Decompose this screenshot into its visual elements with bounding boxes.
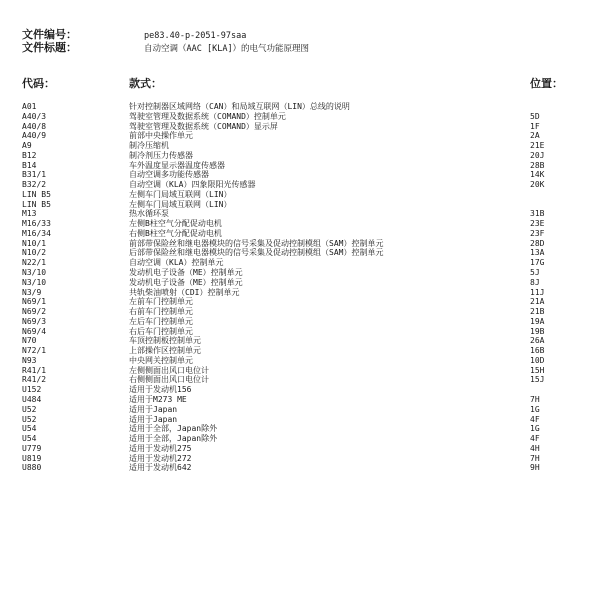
row-position: 23F bbox=[530, 228, 545, 238]
row-code: A40/3 bbox=[22, 111, 47, 121]
row-position: 15J bbox=[530, 375, 545, 385]
row-code: B32/2 bbox=[22, 180, 47, 190]
table-row bbox=[0, 180, 601, 190]
doc-title-row bbox=[22, 41, 309, 55]
row-position: 28B bbox=[530, 160, 545, 170]
row-position: 10D bbox=[530, 355, 545, 365]
row-position: 11J bbox=[530, 287, 545, 297]
row-code: LIN B5 bbox=[22, 199, 51, 209]
table-row bbox=[0, 297, 601, 307]
row-description: 发动机电子设备（ME）控制单元 bbox=[129, 268, 243, 278]
row-description: 中央网关控制单元 bbox=[129, 355, 193, 365]
doc-title-label: 文件标题： bbox=[22, 41, 77, 54]
table-row bbox=[0, 122, 601, 132]
table-row bbox=[0, 141, 601, 151]
table-row bbox=[0, 268, 601, 278]
table-row bbox=[0, 131, 601, 141]
row-code: LIN B5 bbox=[22, 189, 51, 199]
table-row bbox=[0, 395, 601, 405]
row-code: N69/3 bbox=[22, 316, 47, 326]
table-row bbox=[0, 170, 601, 180]
row-position: 4H bbox=[530, 443, 540, 453]
row-position: 1G bbox=[530, 404, 540, 414]
row-code: R41/1 bbox=[22, 365, 47, 375]
row-position: 26A bbox=[530, 336, 545, 346]
table-row bbox=[0, 336, 601, 346]
table-row bbox=[0, 424, 601, 434]
row-position: 2A bbox=[530, 131, 540, 141]
row-description: 适用于Japan bbox=[129, 414, 178, 424]
row-code: U484 bbox=[22, 394, 42, 404]
row-description: 左侧车门局域互联网（LIN） bbox=[129, 189, 232, 199]
row-code: N69/4 bbox=[22, 326, 47, 336]
row-position: 21A bbox=[530, 297, 545, 307]
row-code: B14 bbox=[22, 160, 37, 170]
row-description: 共轨柴油喷射（CDI）控制单元 bbox=[129, 287, 240, 297]
table-row bbox=[0, 219, 601, 229]
row-description: 发动机电子设备（ME）控制单元 bbox=[129, 277, 243, 287]
table-row bbox=[0, 356, 601, 366]
row-description: 驾驶室管理及数据系统（COMAND）显示屏 bbox=[129, 121, 278, 131]
row-description: 热水循环泵 bbox=[129, 209, 169, 219]
table-row bbox=[0, 444, 601, 454]
row-description: 自动空调多功能传感器 bbox=[129, 170, 209, 180]
row-position: 15H bbox=[530, 365, 545, 375]
row-description: 自动空调（KLA）四象限阳光传感器 bbox=[129, 180, 256, 190]
row-position: 21B bbox=[530, 307, 545, 317]
row-code: N22/1 bbox=[22, 258, 47, 268]
row-code: N72/1 bbox=[22, 346, 47, 356]
row-position: 21E bbox=[530, 141, 545, 151]
row-code: M16/34 bbox=[22, 228, 51, 238]
row-description: 车外温度显示器温度传感器 bbox=[129, 160, 225, 170]
row-description: 适用于发动机272 bbox=[129, 453, 192, 463]
row-code: N10/2 bbox=[22, 248, 47, 258]
row-description: 左侧B柱空气分配促动电机 bbox=[129, 219, 222, 229]
row-description: 右侧侧面出风口电位计 bbox=[129, 375, 209, 385]
row-description: 适用于发动机275 bbox=[129, 443, 192, 453]
table-row bbox=[0, 454, 601, 464]
row-code: U779 bbox=[22, 443, 42, 453]
table-row bbox=[0, 200, 601, 210]
row-description: 适用于M273 ME bbox=[129, 394, 187, 404]
row-description: 制冷压缩机 bbox=[129, 141, 169, 151]
row-code: B31/1 bbox=[22, 170, 47, 180]
table-row bbox=[0, 190, 601, 200]
row-description: 适用于发动机156 bbox=[129, 385, 192, 395]
row-description: 左侧侧面出风口电位计 bbox=[129, 365, 209, 375]
table-row bbox=[0, 405, 601, 415]
row-code: N70 bbox=[22, 336, 37, 346]
row-position: 16B bbox=[530, 346, 545, 356]
row-position: 13A bbox=[530, 248, 545, 258]
column-header-code: 代码： bbox=[22, 77, 55, 90]
table-row bbox=[0, 112, 601, 122]
table-row bbox=[0, 209, 601, 219]
row-code: A9 bbox=[22, 141, 32, 151]
doc-number-row bbox=[22, 28, 246, 42]
row-position: 1F bbox=[530, 121, 540, 131]
table-row bbox=[0, 288, 601, 298]
table-row bbox=[0, 258, 601, 268]
row-position: 19B bbox=[530, 326, 545, 336]
row-description: 左前车门控制单元 bbox=[129, 297, 193, 307]
row-code: A40/9 bbox=[22, 131, 47, 141]
row-description: 前部带保险丝和继电器模块的信号采集及促动控制模组（SAM）控制单元 bbox=[129, 238, 384, 248]
table-row bbox=[0, 346, 601, 356]
row-position: 5J bbox=[530, 268, 540, 278]
row-position: 28D bbox=[530, 238, 545, 248]
row-code: U52 bbox=[22, 414, 37, 424]
row-description: 适用于Japan bbox=[129, 404, 178, 414]
table-row bbox=[0, 161, 601, 171]
row-code: U152 bbox=[22, 385, 42, 395]
row-description: 左后车门控制单元 bbox=[129, 316, 193, 326]
row-position: 17G bbox=[530, 258, 545, 268]
row-code: A01 bbox=[22, 102, 37, 111]
row-description: 前部中央操作单元 bbox=[129, 131, 193, 141]
row-position: 9H bbox=[530, 463, 540, 473]
table-row bbox=[0, 151, 601, 161]
row-code: U54 bbox=[22, 424, 37, 434]
table-row bbox=[0, 317, 601, 327]
table-row bbox=[0, 307, 601, 317]
row-description: 适用于全部，Japan除外 bbox=[129, 424, 218, 434]
component-table bbox=[0, 102, 601, 473]
column-header-position: 位置： bbox=[530, 77, 563, 90]
table-row bbox=[0, 463, 601, 473]
row-position: 20K bbox=[530, 180, 545, 190]
row-code: M13 bbox=[22, 209, 37, 219]
row-code: N10/1 bbox=[22, 238, 47, 248]
row-code: R41/2 bbox=[22, 375, 47, 385]
table-row bbox=[0, 248, 601, 258]
row-position: 1G bbox=[530, 424, 540, 434]
row-position: 4F bbox=[530, 434, 540, 444]
table-row bbox=[0, 278, 601, 288]
row-position: 23E bbox=[530, 219, 545, 229]
row-code: N93 bbox=[22, 355, 37, 365]
table-row bbox=[0, 375, 601, 385]
table-row bbox=[0, 102, 601, 112]
doc-title-value: 自动空调（AAC [KLA]）的电气功能原理图 bbox=[144, 44, 310, 54]
row-description: 上部操作区控制单元 bbox=[129, 346, 201, 356]
table-row bbox=[0, 229, 601, 239]
row-code: N69/1 bbox=[22, 297, 47, 307]
row-code: B12 bbox=[22, 150, 37, 160]
row-position: 4F bbox=[530, 414, 540, 424]
table-row bbox=[0, 415, 601, 425]
table-row bbox=[0, 434, 601, 444]
row-position: 14K bbox=[530, 170, 545, 180]
doc-number-label: 文件编号： bbox=[22, 28, 77, 41]
row-description: 右侧B柱空气分配促动电机 bbox=[129, 228, 222, 238]
row-description: 制冷剂压力传感器 bbox=[129, 150, 193, 160]
row-code: N69/2 bbox=[22, 307, 47, 317]
row-description: 车顶控制板控制单元 bbox=[129, 336, 201, 346]
row-position: 19A bbox=[530, 316, 545, 326]
row-code: A40/8 bbox=[22, 121, 47, 131]
row-description: 后部带保险丝和继电器模块的信号采集及促动控制模组（SAM）控制单元 bbox=[129, 248, 384, 258]
row-description: 驾驶室管理及数据系统（COMAND）控制单元 bbox=[129, 111, 286, 121]
row-code: U52 bbox=[22, 404, 37, 414]
table-row bbox=[0, 366, 601, 376]
row-position: 31B bbox=[530, 209, 545, 219]
row-description: 自动空调（KLA）控制单元 bbox=[129, 258, 224, 268]
row-description: 适用于发动机642 bbox=[129, 463, 192, 473]
row-position: 5D bbox=[530, 111, 540, 121]
row-description: 针对控制器区域网络（CAN）和局域互联网（LIN）总线的说明 bbox=[129, 102, 350, 111]
row-code: U880 bbox=[22, 463, 42, 473]
row-code: M16/33 bbox=[22, 219, 51, 229]
row-description: 左侧车门局域互联网（LIN） bbox=[129, 199, 232, 209]
table-row bbox=[0, 327, 601, 337]
row-code: U54 bbox=[22, 434, 37, 444]
row-code: N3/10 bbox=[22, 277, 47, 287]
doc-number-value: pe83.40-p-2051-97saa bbox=[144, 31, 247, 41]
row-code: N3/10 bbox=[22, 268, 47, 278]
row-position: 7H bbox=[530, 394, 540, 404]
row-description: 适用于全部，Japan除外 bbox=[129, 434, 218, 444]
row-position: 8J bbox=[530, 277, 540, 287]
row-code: N3/9 bbox=[22, 287, 42, 297]
row-position: 20J bbox=[530, 150, 545, 160]
row-description: 右后车门控制单元 bbox=[129, 326, 193, 336]
row-code: U819 bbox=[22, 453, 42, 463]
column-header-description: 款式： bbox=[129, 77, 162, 90]
row-description: 右前车门控制单元 bbox=[129, 307, 193, 317]
row-position: 7H bbox=[530, 453, 540, 463]
table-row bbox=[0, 385, 601, 395]
